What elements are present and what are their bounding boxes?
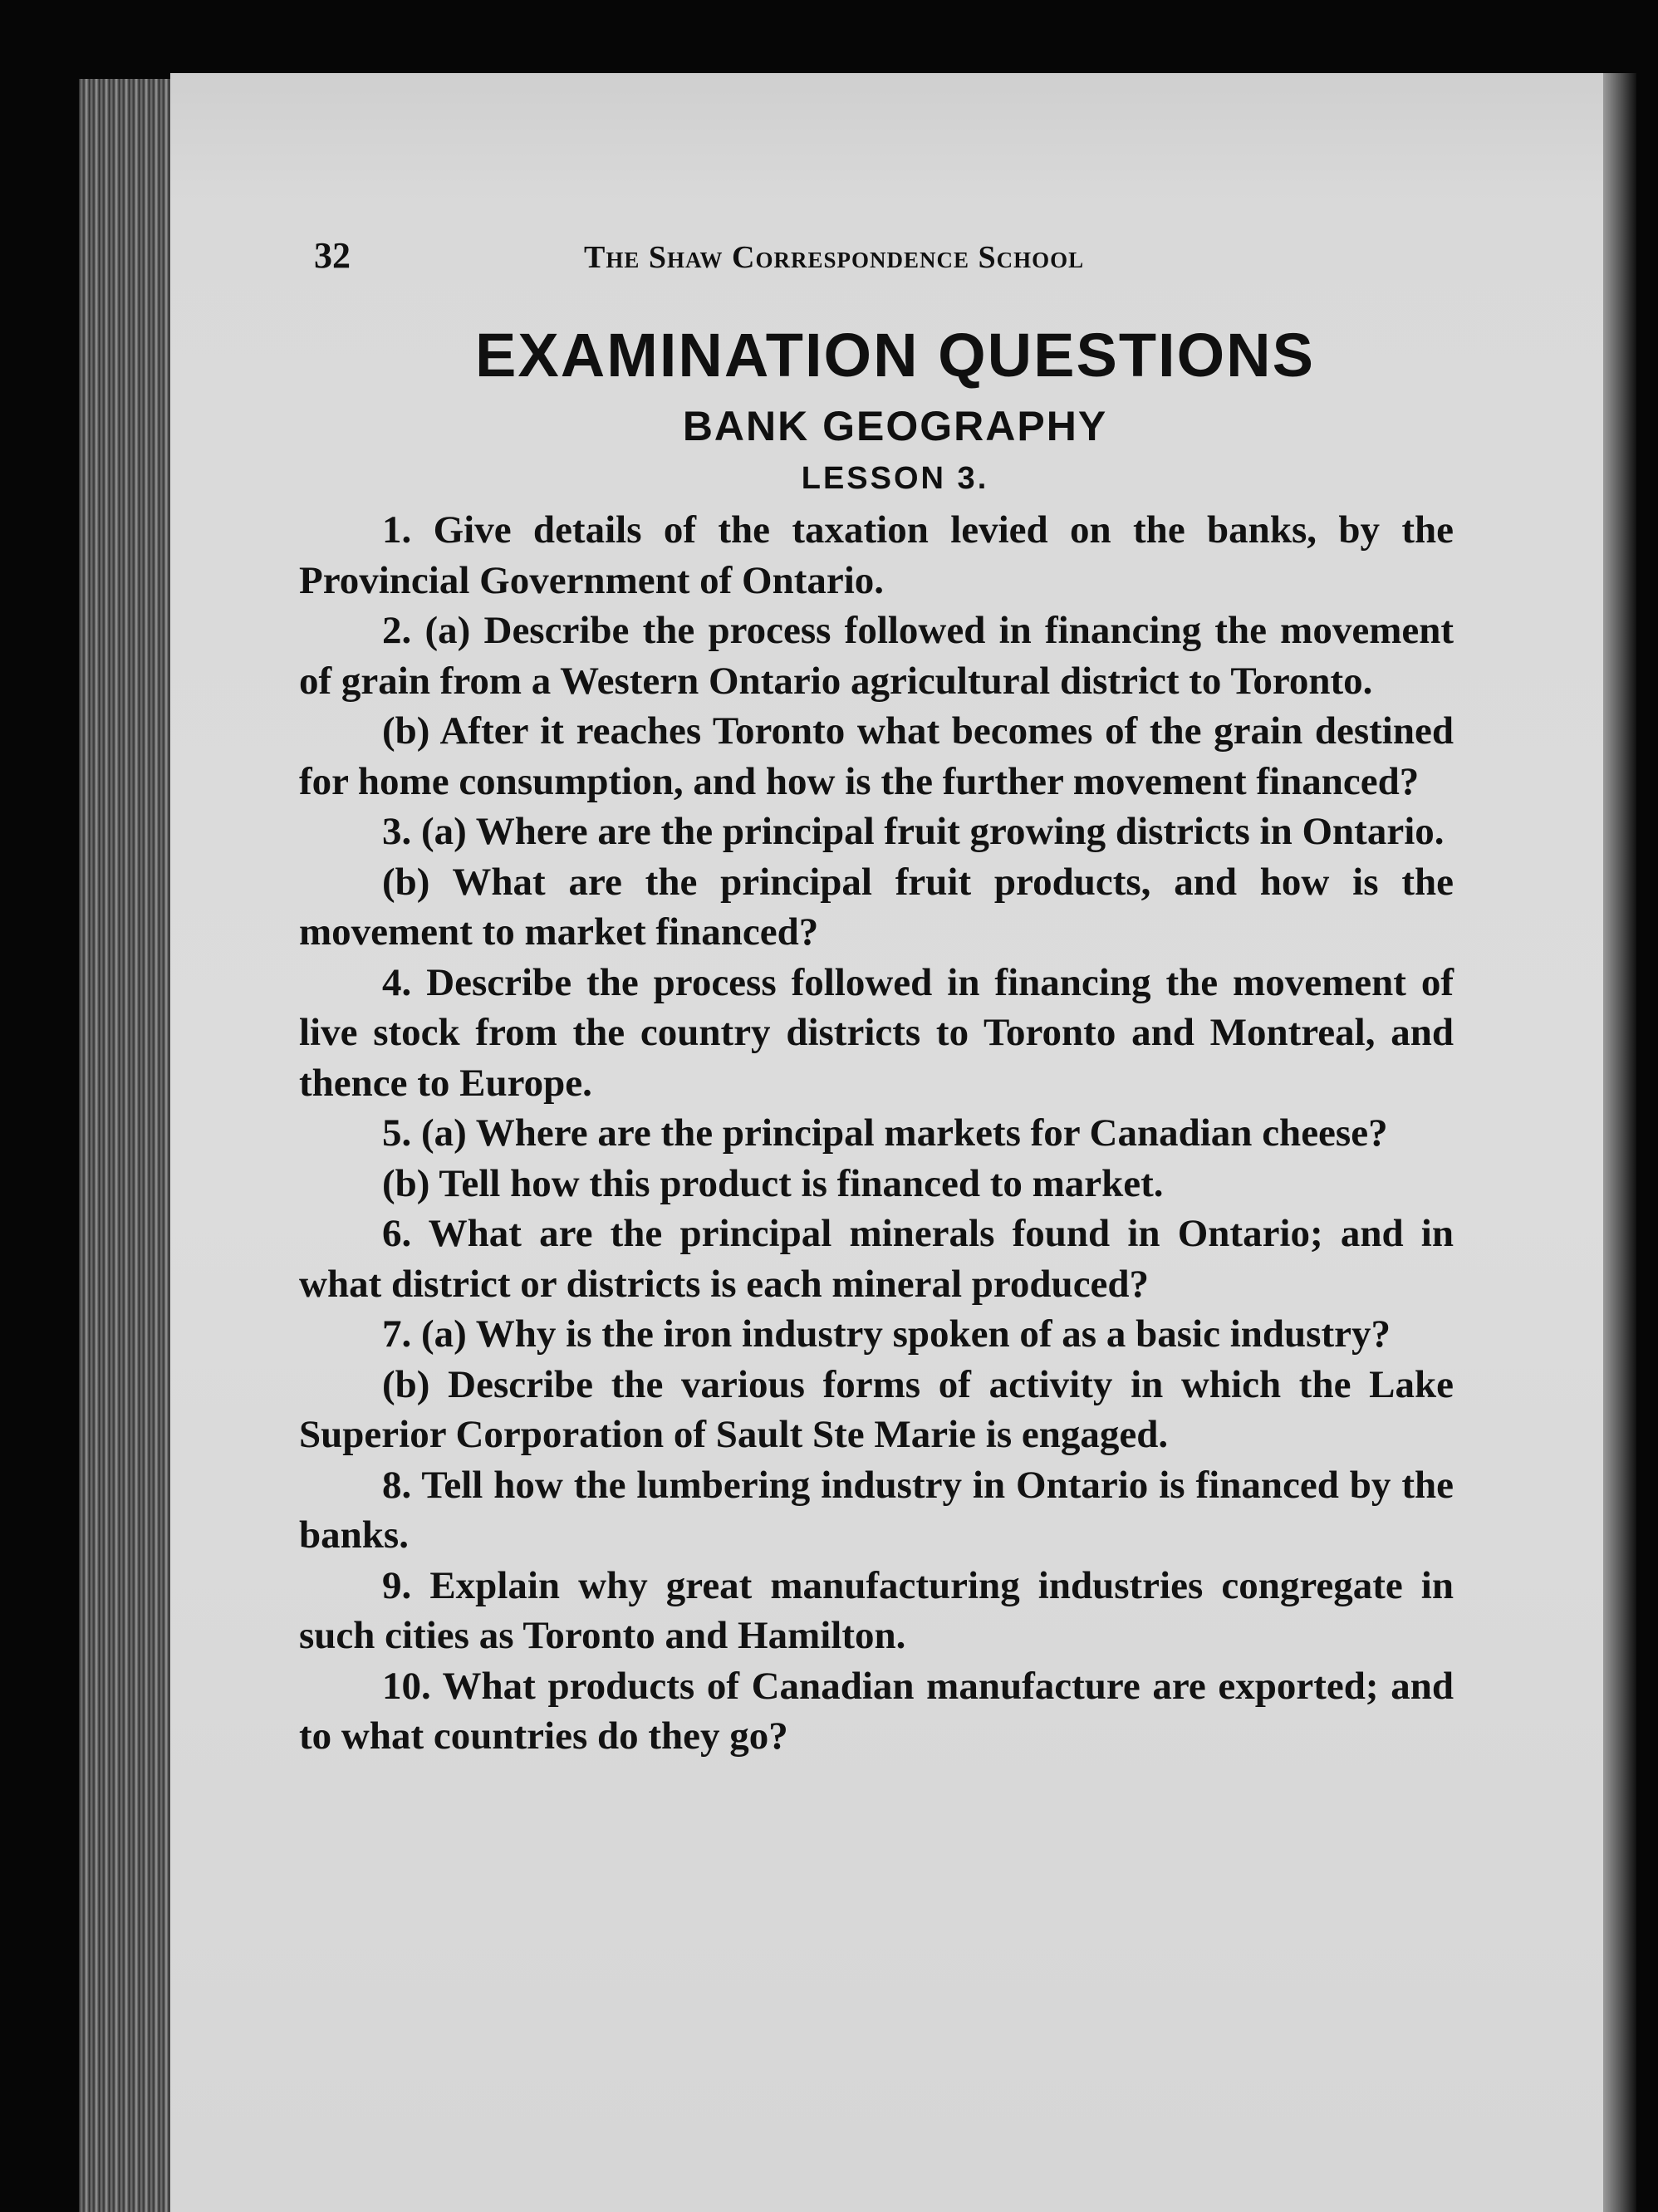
page-title: EXAMINATION QUESTIONS: [475, 321, 1315, 390]
page-subtitle: BANK GEOGRAPHY: [682, 403, 1108, 449]
book-gutter: [79, 79, 170, 2212]
page-header: [314, 234, 1186, 284]
question-item: (b) Tell how this product is financed to market.: [382, 1161, 1164, 1205]
question-item: 8. Tell how the lumbering industry in Ontario is financed by the banks.: [299, 1463, 1454, 1557]
question-item: 7. (a) Why is the iron industry spoken of as a basic industry?: [382, 1312, 1391, 1356]
question-item: (b) After it reaches Toronto what becomes of the grain destined for home consumption, and how is the further movement financed?: [299, 709, 1454, 803]
question-item: 4. Describe the process followed in financing the movement of live stock from the country districts to Toronto and Montreal, and thence to Europe.: [299, 960, 1454, 1105]
question-item: 2. (a) Describe the process followed in financing the movement of grain from a Western Ontario agricultural district to Toronto.: [299, 609, 1454, 703]
question-list: [299, 505, 1454, 1762]
page-number: 32: [314, 235, 351, 276]
page-right-edge: [1603, 73, 1636, 2212]
question-item: 3. (a) Where are the principal fruit growing districts in Ontario.: [382, 810, 1445, 853]
question-item: 9. Explain why great manufacturing industries congregate in such cities as Toronto and Hamilton.: [299, 1563, 1454, 1657]
running-head: The Shaw Correspondence School: [584, 240, 1085, 275]
question-item: 10. What products of Canadian manufacture are exported; and to what countries do they go?: [299, 1664, 1454, 1758]
question-item: 6. What are the principal minerals found in Ontario; and in what district or districts is each mineral produced?: [299, 1212, 1454, 1306]
question-item: (b) What are the principal fruit products, and how is the movement to market financed?: [299, 860, 1454, 954]
lesson-heading: LESSON 3.: [801, 461, 989, 496]
question-item: 5. (a) Where are the principal markets for Canadian cheese?: [382, 1111, 1388, 1155]
question-item: (b) Describe the various forms of activity in which the Lake Superior Corporation of Sault Ste Marie is engaged.: [299, 1362, 1454, 1456]
question-item: 1. Give details of the taxation levied on the banks, by the Provincial Government of Ontario.: [299, 508, 1454, 602]
